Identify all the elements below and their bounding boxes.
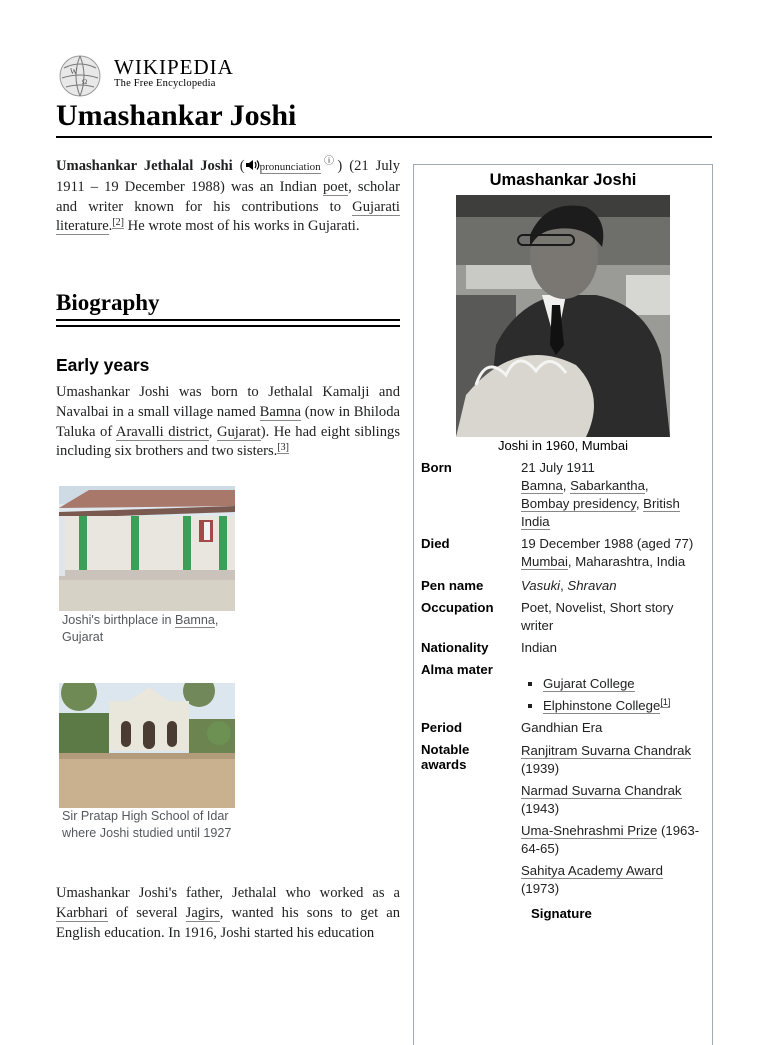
reference-1-link[interactable]: [1] [660,696,671,707]
gujarat-link[interactable]: Gujarat [216,423,261,440]
title-divider [56,136,712,138]
signature-label: Signature [531,906,592,921]
elphinstone-college-link[interactable]: Elphinstone College [543,698,661,713]
award-link[interactable]: Uma-Snehrashmi Prize [521,823,658,838]
died-place: , Maharashtra, India [567,554,686,569]
body-text: , wanted his sons to get an English education. In 1916, Joshi started his education [56,904,400,941]
portrait-photo[interactable] [456,195,670,437]
mumbai-link[interactable]: Mumbai [521,554,568,569]
school-image[interactable] [59,683,235,808]
alma-mater-list [521,675,707,715]
nationality-value: Indian [521,640,557,655]
svg-text:W: W [70,67,78,76]
bombay-presidency-link[interactable]: Bombay presidency [521,496,636,511]
reference-2-link[interactable]: [2] [112,216,124,228]
lead-paragraph: Umashankar Jethalal Joshi ( pronunciationⓘ) (21 July 1911 – 19 December 1988) was an Indian poet, scholar and writer known for his contributions to Gujarati literature.[2] He wrote most of his works in Gujarati. [56,156,400,235]
born-value: 21 July 1911 Bamna, Sabarkantha, Bombay presidency, British India [521,460,680,529]
lead-text: He wrote most of his works in Gujarati. [124,218,360,235]
caption-text: , Gujarat [62,613,219,644]
page-title: Umashankar Joshi [56,99,297,132]
body-text: , [208,423,217,440]
nationality-label: Nationality [421,640,489,655]
early-years-paragraph [56,383,400,462]
caption-text: Joshi's birthplace in [62,613,176,627]
body-text: Umashankar Joshi's father, Jethalal who worked as a [56,885,400,901]
birthplace-image[interactable] [59,486,235,611]
wordmark-tagline: The Free Encyclopedia [114,78,216,89]
gujarat-college-link[interactable]: Gujarat College [543,676,635,691]
awards-value [521,742,707,898]
lead-text: , scholar and writer known for his contributions to [56,178,400,215]
occupation-value: Poet, Novelist, Short story writer [521,600,674,633]
born-date: 21 July 1911 [521,460,595,475]
speaker-icon[interactable] [245,158,260,174]
award-year: (1973) [521,881,560,896]
caption-bamna-link[interactable]: Bamna [175,613,215,627]
award-item [521,822,707,858]
portrait-caption: Joshi in 1960, Mumbai [497,438,629,453]
body-text: Umashankar Joshi was born to Jethalal Kamalji and Navalbai in a small village named [56,384,400,420]
pen-name-label: Pen name [421,578,484,593]
award-year: (1939) [521,761,560,776]
born-bamna-link[interactable]: Bamna [521,478,563,493]
gujarati-literature-link[interactable]: Gujarati literature [56,198,400,235]
body-text: (now in Bhiloda Taluka of [56,403,400,440]
bamna-link[interactable]: Bamna [259,403,301,420]
reference-3-link[interactable]: [3] [277,441,289,453]
alma-mater-item [543,697,707,715]
section-divider [56,325,400,327]
infobox [413,164,713,1045]
award-link[interactable]: Ranjitram Suvarna Chandrak [521,743,692,758]
wikipedia-globe-logo[interactable] [56,54,104,98]
svg-text:Ω: Ω [82,78,88,86]
pen-name-1: Vasuki [521,578,561,593]
british-india-link[interactable]: British India [521,496,680,529]
award-item [521,862,707,898]
karbhari-link[interactable]: Karbhari [56,904,108,921]
alma-mater-label: Alma mater [421,662,493,677]
section-heading-biography: Biography [56,290,160,315]
info-icon[interactable]: ⓘ [320,156,338,168]
father-paragraph [56,884,400,943]
pen-name-value: Vasuki, Shravan [521,578,617,593]
aravalli-district-link[interactable]: Aravalli district [115,423,209,440]
alma-mater-value [521,671,707,715]
died-value [521,535,707,571]
wikipedia-wordmark[interactable] [114,56,234,90]
body-text: ). He had eight siblings including six brothers and two sisters. [56,423,400,460]
poet-link[interactable]: poet [322,178,349,195]
occupation-label: Occupation [421,600,494,615]
alma-mater-item [543,675,707,693]
section-divider [56,319,400,321]
wordmark-text: WIKIPEDIA [114,55,234,79]
subsection-heading-early-years: Early years [56,355,150,375]
award-year: (1943) [521,801,560,816]
lead-text: ) (21 July 1911 – 19 December 1988) was an Indian [56,158,400,195]
sabarkantha-link[interactable]: Sabarkantha [570,478,645,493]
award-link[interactable]: Narmad Suvarna Chandrak [521,783,682,798]
body-text: of several [107,904,186,921]
lead-text: ( [232,158,245,174]
award-item [521,782,707,818]
died-date: 19 December 1988 (aged 77) [521,536,694,551]
pen-name-2: Shravan [567,578,617,593]
period-label: Period [421,720,463,735]
born-label: Born [421,460,452,475]
jagirs-link[interactable]: Jagirs [185,904,220,921]
lead-name: Umashankar Jethalal Joshi [56,158,233,174]
period-value: Gandhian Era [521,720,603,735]
award-link[interactable]: Sahitya Academy Award [521,863,663,878]
awards-label: Notable awards [421,742,470,772]
pronunciation-link[interactable]: pronunciation [259,161,321,173]
school-caption: Sir Pratap High School of Idar where Joshi studied until 1927 [62,809,232,840]
birthplace-caption [62,612,242,646]
award-year: (1963-64-65) [521,823,700,856]
award-item [521,742,707,778]
infobox-title: Umashankar Joshi [489,171,637,189]
died-label: Died [421,536,450,551]
